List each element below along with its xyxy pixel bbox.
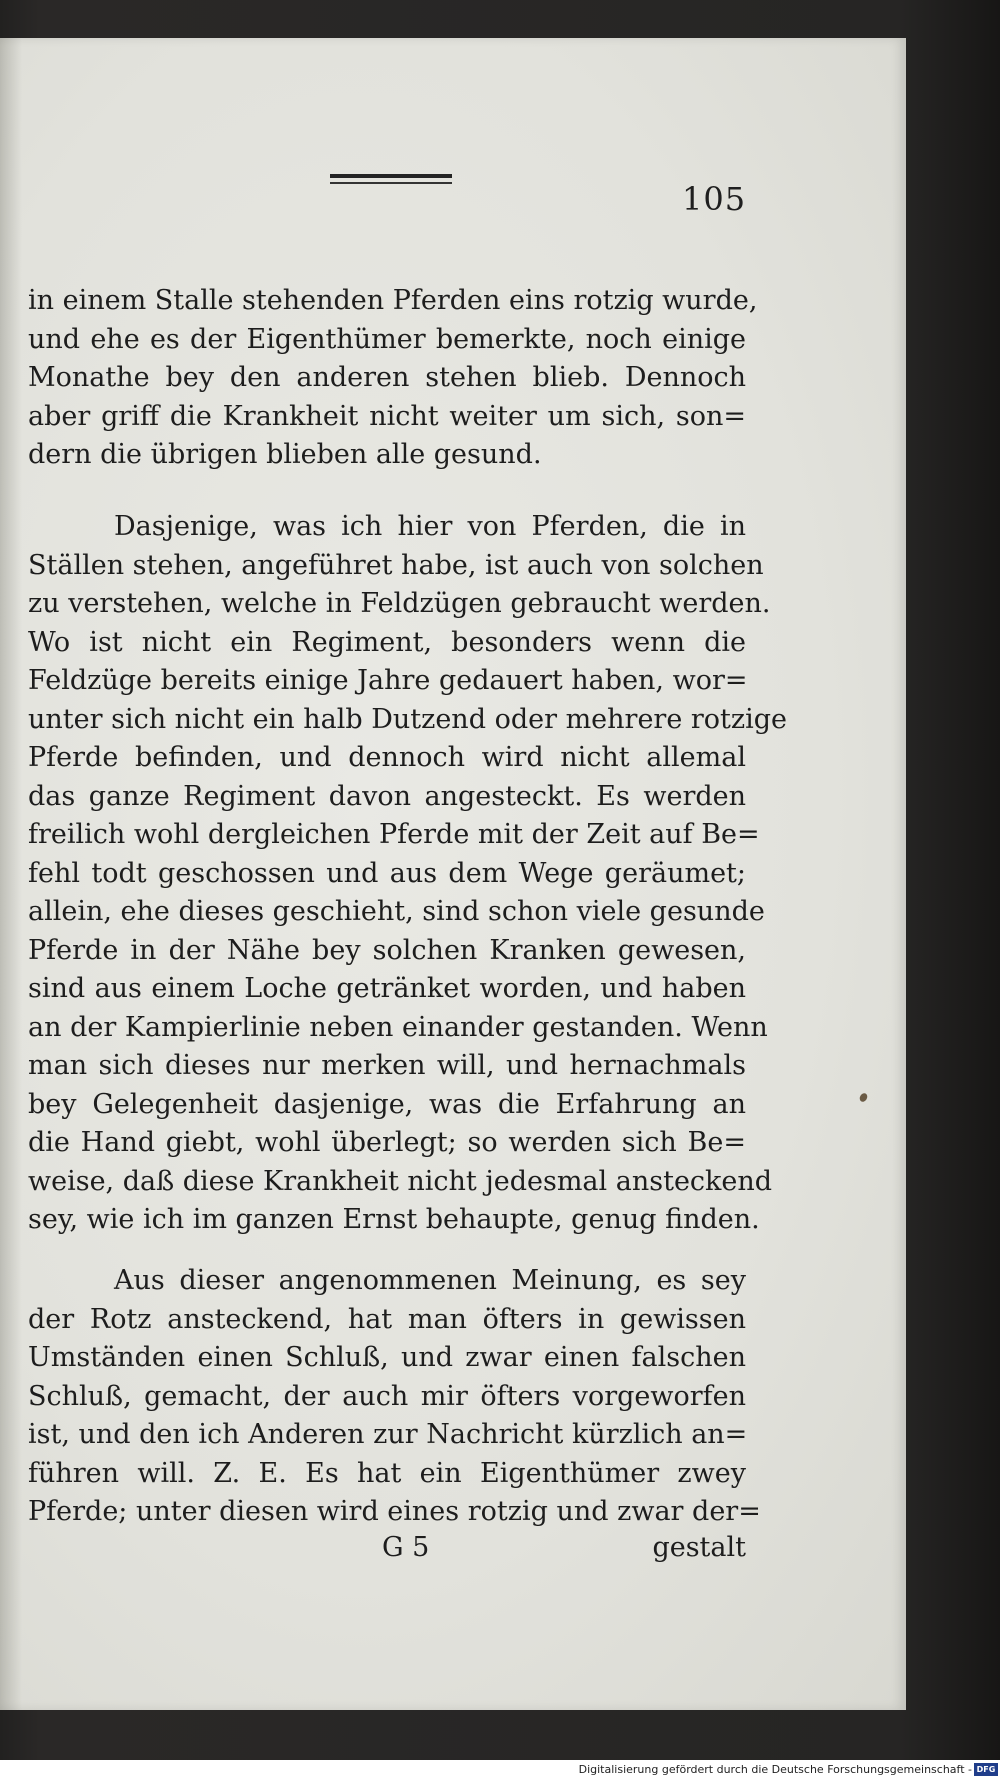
funding-credit: Digitalisierung gefördert durch die Deutsche Forschungsgemeinschaft - — [578, 1763, 972, 1776]
text-line: ist, und den ich Anderen zur Nachricht kürzlich an= — [28, 1419, 748, 1450]
book-page — [0, 38, 906, 1710]
text-line: Wo ist nicht ein Regiment, besonders wenn die — [28, 626, 746, 658]
text-line: Pferde in der Nähe bey solchen Kranken gewesen, — [28, 934, 746, 966]
paragraph-2 — [28, 508, 788, 1240]
text-line: Dasjenige, was ich hier von Pferden, die in — [114, 511, 746, 542]
text-line: in einem Stalle stehenden Pferden eins rotzig wurde, — [28, 285, 758, 316]
text-line: Aus dieser angenommenen Meinung, es sey — [114, 1265, 746, 1296]
text-line: dern die übrigen blieben alle gesund. — [28, 439, 542, 470]
page-number: 105 — [682, 180, 747, 218]
text-line: und ehe es der Eigenthümer bemerkte, noch einige — [28, 323, 746, 355]
paragraph-3 — [28, 1262, 761, 1532]
text-line: Schluß, gemacht, der auch mir öfters vorgeworfen — [28, 1380, 746, 1412]
text-line: die Hand giebt, wohl überlegt; so werden sich Be= — [28, 1127, 746, 1158]
text-line: Pferde; unter diesen wird eines rotzig und zwar der= — [28, 1496, 761, 1527]
digitization-footer — [0, 1760, 1000, 1779]
text-line: sey, wie ich im ganzen Ernst behaupte, genug finden. — [28, 1204, 760, 1235]
text-line: Feldzüge bereits einige Jahre gedauert haben, wor= — [28, 665, 748, 696]
text-line: sind aus einem Loche getränket worden, und haben — [28, 973, 746, 1004]
page-footer-line — [28, 1532, 746, 1572]
paper-stain — [858, 1092, 869, 1103]
rule-thin-line — [330, 182, 452, 184]
text-line: Pferde befinden, und dennoch wird nicht allemal — [28, 742, 746, 773]
dfg-logo: DFG — [974, 1763, 998, 1776]
text-line: Monathe bey den anderen stehen blieb. Dennoch — [28, 362, 746, 393]
text-line: an der Kampierlinie neben einander gestanden. Wenn — [28, 1011, 768, 1043]
text-line: führen will. Z. E. Es hat ein Eigenthümer zwey — [28, 1457, 746, 1489]
text-line: Ställen stehen, angeführet habe, ist auch von solchen — [28, 549, 764, 581]
paragraph-1 — [28, 282, 758, 475]
text-line: aber griff die Krankheit nicht weiter um sich, son= — [28, 400, 746, 432]
text-line: der Rotz ansteckend, hat man öfters in gewissen — [28, 1303, 746, 1335]
text-line: bey Gelegenheit dasjenige, was die Erfahrung an — [28, 1088, 746, 1120]
rule-thick-line — [330, 174, 452, 178]
text-line: weise, daß diese Krankheit nicht jedesmal ansteckend — [28, 1165, 773, 1197]
text-line: man sich dieses nur merken will, und hernachmals — [28, 1050, 746, 1081]
page-gutter-shadow — [0, 38, 22, 1710]
text-line: das ganze Regiment davon angesteckt. Es werden — [28, 780, 746, 812]
header-ornament-rule — [330, 174, 452, 188]
text-line: freilich wohl dergleichen Pferde mit der Zeit auf Be= — [28, 819, 760, 850]
signature-mark: G 5 — [382, 1532, 430, 1563]
text-line: zu verstehen, welche in Feldzügen gebraucht werden. — [28, 588, 771, 619]
text-line: allein, ehe dieses geschieht, sind schon viele gesunde — [28, 896, 765, 927]
text-line: unter sich nicht ein halb Dutzend oder mehrere rotzige — [28, 703, 788, 735]
text-line: Umständen einen Schluß, und zwar einen falschen — [28, 1342, 746, 1373]
catchword: gestalt — [652, 1532, 746, 1563]
text-line: fehl todt geschossen und aus dem Wege geräumet; — [28, 857, 746, 889]
